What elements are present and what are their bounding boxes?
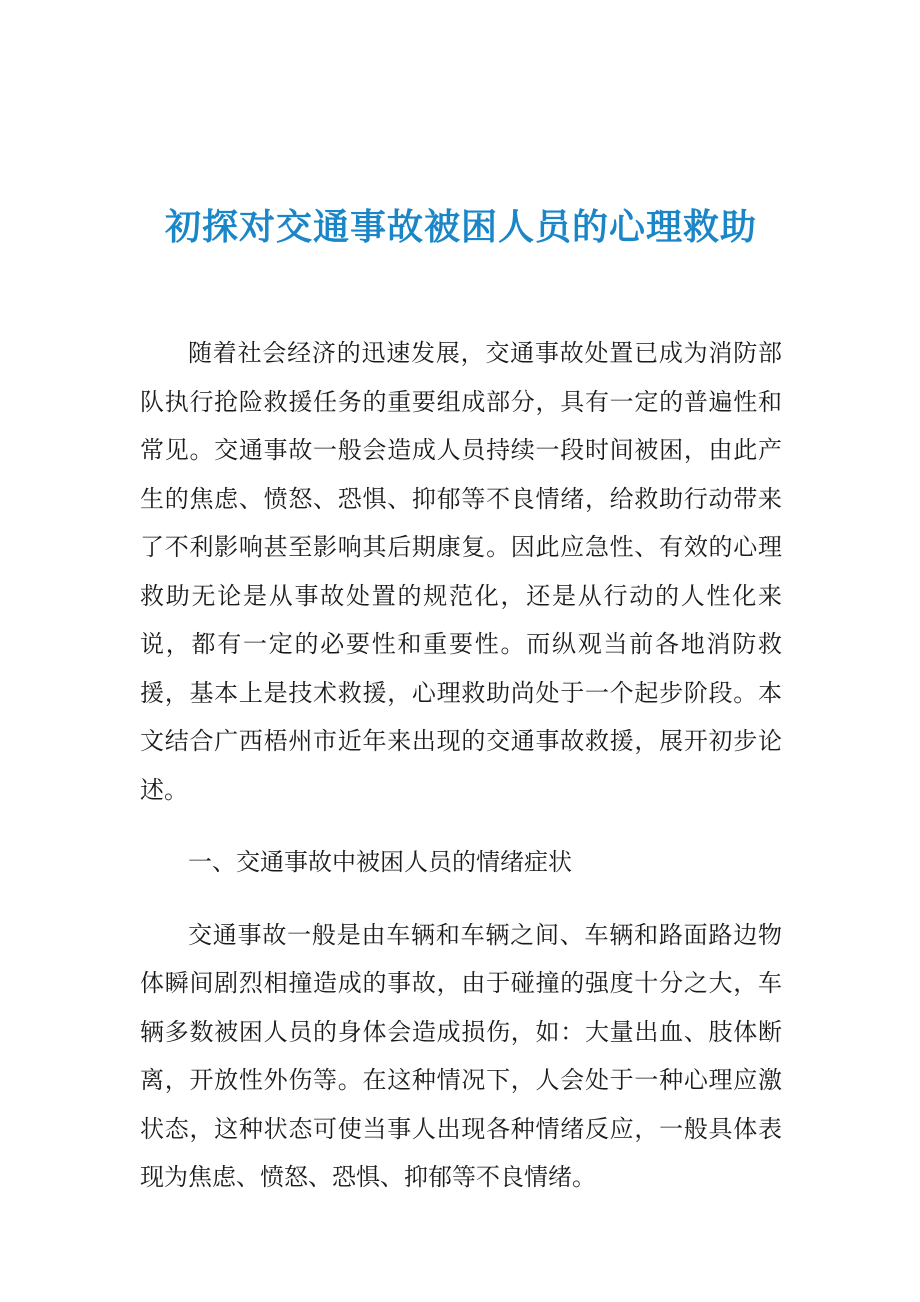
document-title: 初探对交通事故被困人员的心理救助 [164, 207, 757, 248]
section-heading: 一、交通事故中被困人员的情绪症状 [188, 848, 572, 876]
section-paragraph: 交通事故一般是由车辆和车辆之间、车辆和路面路边物体瞬间剧烈相撞造成的事故，由于碰撞的强度十分之大，车辆多数被困人员的身体会造成损伤，如：大量出血、肢体断离，开放性外伤等。在这种情况下，人会处于一种心理应激状态，这种状态可使当事人出现各种情绪反应，一般具体表现为焦虑、愤怒、恐惧、抑郁等不良情绪。 [140, 920, 782, 1191]
intro-paragraph: 随着社会经济的迅速发展，交通事故处置已成为消防部队执行抢险救援任务的重要组成部分，具有一定的普遍性和常见。交通事故一般会造成人员持续一段时间被困，由此产生的焦虑、愤怒、恐惧、抑郁等不良情绪，给救助行动带来了不利影响甚至影响其后期康复。因此应急性、有效的心理救助无论是从事故处置的规范化，还是从行动的人性化来说，都有一定的必要性和重要性。而纵观当前各地消防救援，基本上是技术救援，心理救助尚处于一个起步阶段。本文结合广西梧州市近年来出现的交通事故救援，展开初步论述。 [140, 339, 782, 804]
document-body [140, 329, 782, 1202]
